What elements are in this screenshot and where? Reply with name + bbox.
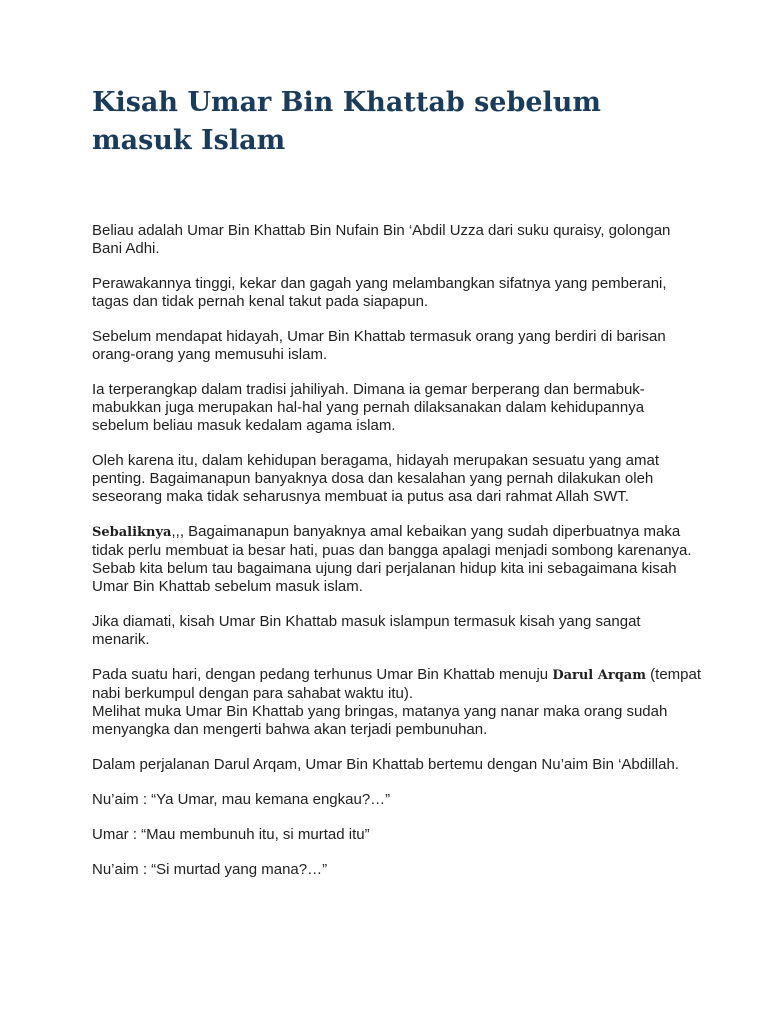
paragraph-5: Oleh karena itu, dalam kehidupan beragama, hidayah merupakan sesuatu yang amat penting. Bagaimanapun banyaknya dosa dan kesalahan yang pernah dilakukan oleh seseorang maka tidak seharusnya membuat ia putus asa dari rahmat Allah SWT. [92,452,660,505]
dialogue-line-3: Nu’aim : “Si murtad yang mana?…” [92,861,328,878]
paragraph-10: Melihat muka Umar Bin Khattab yang bringas, matanya yang nanar maka orang sudah menyangka dan mengerti bahwa akan terjadi pembunuhan. [92,703,668,738]
dialogue-line-1: Nu’aim : “Ya Umar, mau kemana engkau?…” [92,791,391,808]
paragraph-9-text-end: (tempat nabi berkumpul dengan para sahabat waktu itu). [92,666,702,702]
paragraph-9-bold: Darul Arqam [552,668,646,683]
dialogue-line-2: Umar : “Mau membunuh itu, si murtad itu” [92,826,370,843]
document-body [92,222,702,896]
paragraph-6 [92,523,702,560]
paragraph-11: Dalam perjalanan Darul Arqam, Umar Bin Khattab bertemu dengan Nu’aim Bin ‘Abdillah. [92,756,679,773]
paragraph-3: Sebelum mendapat hidayah, Umar Bin Khattab termasuk orang yang berdiri di barisan orang-orang yang memusuhi islam. [92,328,666,363]
paragraph-4: Ia terperangkap dalam tradisi jahiliyah. Dimana ia gemar berperang dan bermabuk-mabukkan juga merupakan hal-hal yang pernah dilaksanakan dalam kehidupannya sebelum beliau masuk kedalam agama islam. [92,381,645,434]
paragraph-9 [92,666,702,703]
paragraph-1: Beliau adalah Umar Bin Khattab Bin Nufain Bin ‘Abdil Uzza dari suku quraisy, golongan Bani Adhi. [92,222,671,257]
paragraph-2: Perawakannya tinggi, kekar dan gagah yang melambangkan sifatnya yang pemberani, tagas dan tidak pernah kenal takut pada siapapun. [92,275,667,310]
paragraph-7: Sebab kita belum tau bagaimana ujung dari perjalanan hidup kita ini sebagaimana kisah Umar Bin Khattab sebelum masuk islam. [92,560,677,595]
paragraph-9-text-start: Pada suatu hari, dengan pedang terhunus Umar Bin Khattab menuju [92,666,553,683]
paragraph-6-text: ,,, Bagaimanapun banyaknya amal kebaikan yang sudah diperbuatnya maka tidak perlu membuat ia besar hati, puas dan bangga apalagi menjadi sombong karenanya. [92,523,692,559]
paragraph-8: Jika diamati, kisah Umar Bin Khattab masuk islampun termasuk kisah yang sangat menarik. [92,613,641,648]
document-title: Kisah Umar Bin Khattab sebelum masuk Islam [92,87,601,156]
paragraph-6-bold: Sebaliknya [92,525,172,540]
